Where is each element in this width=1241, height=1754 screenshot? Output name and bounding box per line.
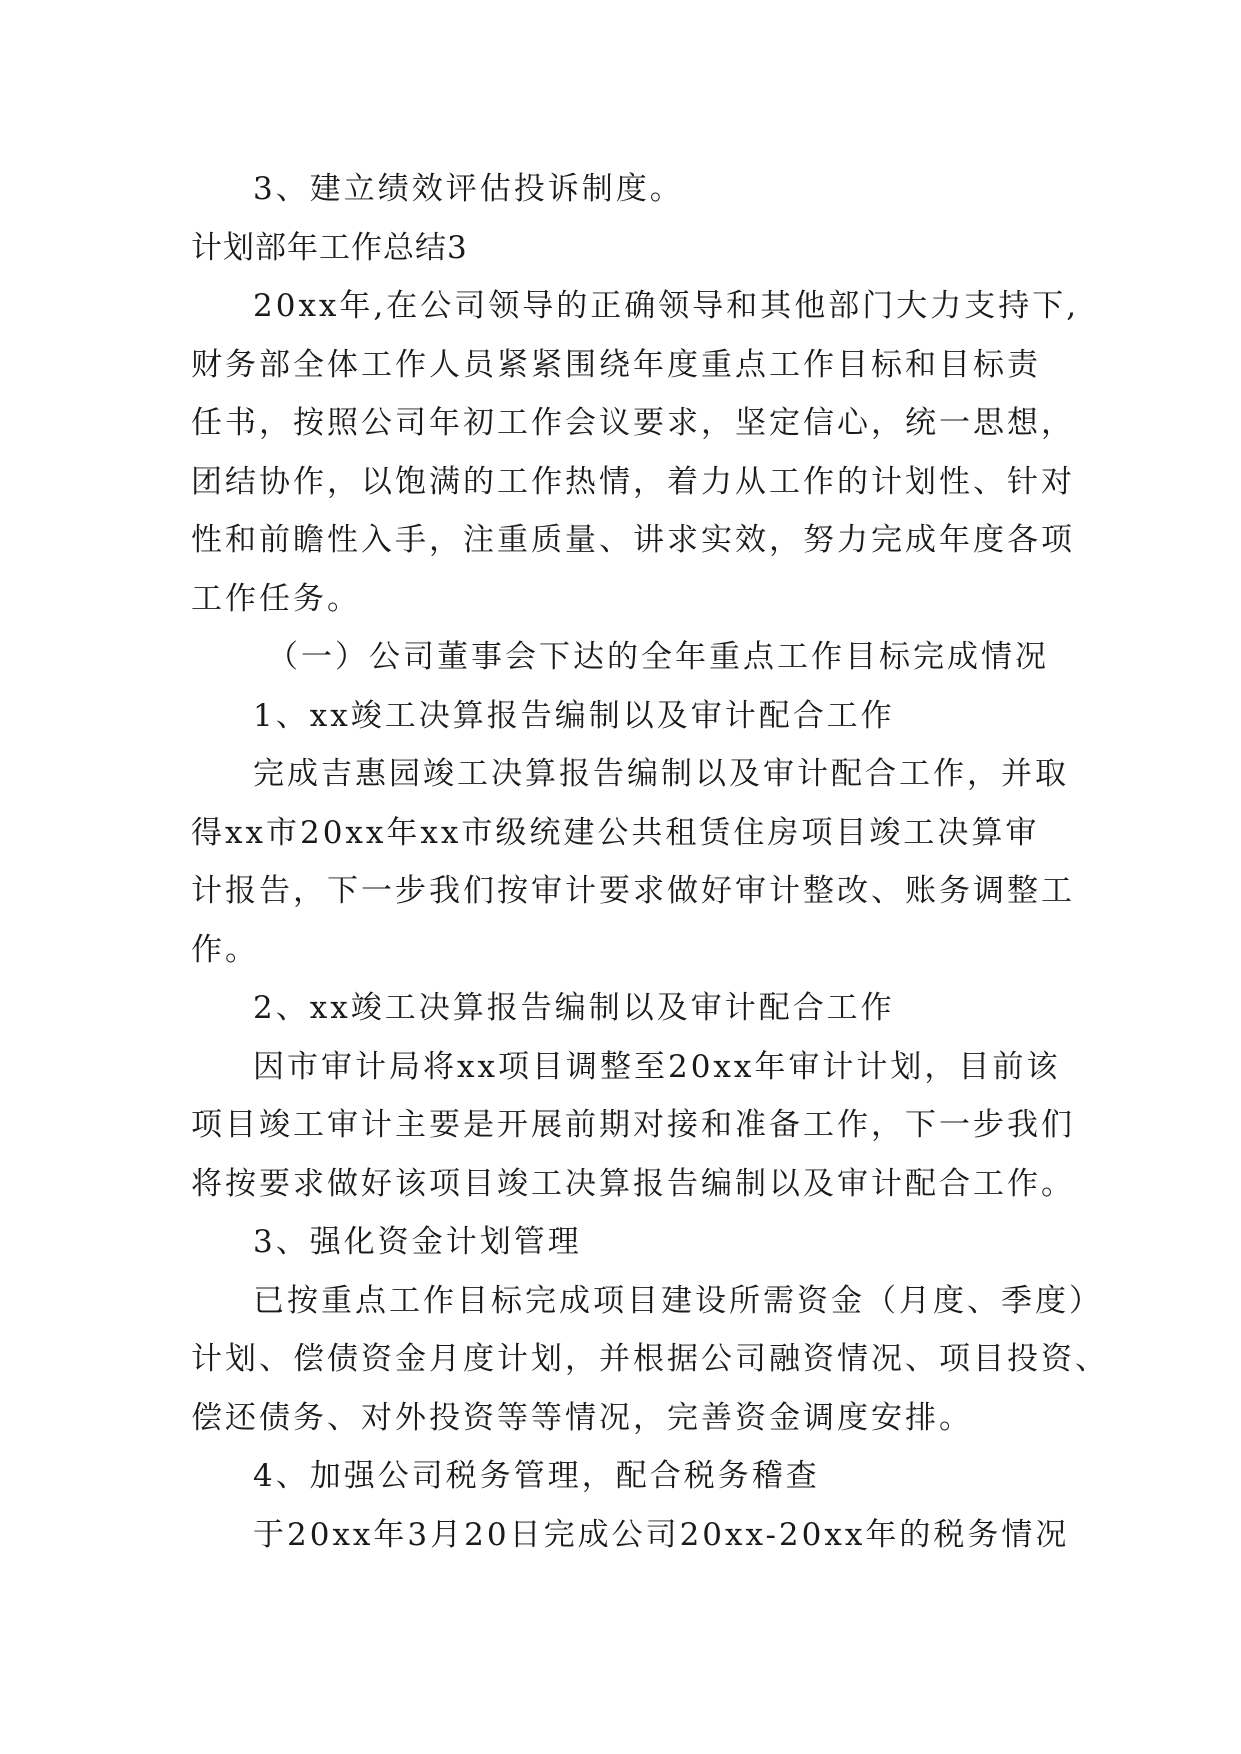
paragraph-line: 完成吉惠园竣工决算报告编制以及审计配合工作，并取 (253, 756, 1069, 792)
paragraph-line: 将按要求做好该项目竣工决算报告编制以及审计配合工作。 (191, 1165, 1075, 1202)
list-item-heading: 2、xx竣工决算报告编制以及审计配合工作 (253, 990, 895, 1026)
subsection-heading: （一）公司董事会下达的全年重点工作目标完成情况 (267, 639, 1049, 675)
paragraph-line: 性和前瞻性入手，注重质量、讲求实效，努力完成年度各项 (191, 522, 1075, 558)
paragraph-line: 3、建立绩效评估投诉制度。 (253, 171, 684, 207)
list-item-heading: 3、强化资金计划管理 (253, 1224, 582, 1260)
paragraph-line: 20xx年,在公司领导的正确领导和其他部门大力支持下, (253, 288, 1080, 324)
document-body (191, 160, 1109, 1564)
paragraph-line: 团结协作，以饱满的工作热情，着力从工作的计划性、针对 (191, 463, 1075, 500)
paragraph-line: 于20xx年3月20日完成公司20xx-20xx年的税务情况 (253, 1516, 1070, 1553)
paragraph-line: 任书，按照公司年初工作会议要求，坚定信心，统一思想， (191, 405, 1075, 441)
paragraph-line: 财务部全体工作人员紧紧围绕年度重点工作目标和目标责 (191, 346, 1041, 383)
list-item-heading: 4、加强公司税务管理，配合税务稽查 (253, 1458, 820, 1494)
list-item-heading: 1、xx竣工决算报告编制以及审计配合工作 (253, 697, 895, 734)
paragraph-line: 得xx市20xx年xx市级统建公共租赁住房项目竣工决算审 (191, 814, 1040, 851)
paragraph-line: 项目竣工审计主要是开展前期对接和准备工作，下一步我们 (191, 1107, 1075, 1143)
paragraph-line: 计划、偿债资金月度计划，并根据公司融资情况、项目投资、 (191, 1341, 1109, 1377)
paragraph-line: 偿还债务、对外投资等等情况，完善资金调度安排。 (191, 1399, 973, 1436)
paragraph-line: 工作任务。 (191, 580, 361, 617)
paragraph-line: 作。 (191, 931, 259, 968)
paragraph-line: 计报告，下一步我们按审计要求做好审计整改、账务调整工 (191, 873, 1075, 909)
section-heading: 计划部年工作总结3 (191, 229, 468, 266)
paragraph-line: 已按重点工作目标完成项目建设所需资金（月度、季度） (253, 1282, 1103, 1319)
paragraph-line: 因市审计局将xx项目调整至20xx年审计计划，目前该 (253, 1048, 1061, 1085)
